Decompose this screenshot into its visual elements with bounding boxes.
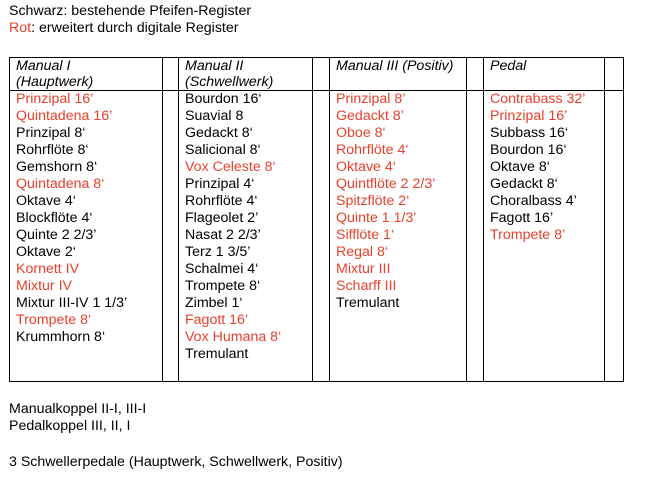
stop-item: Mixtur III [336,261,391,277]
stop-item: Terz 1 3/5’ [185,244,251,260]
stop-item: Gedackt 8’ [336,108,404,124]
stop-item: Krummhorn 8‘ [16,329,106,345]
stop-item: Trompete 8’ [490,227,566,243]
legend-red-word: Rot [9,20,32,36]
stop-item: Spitzflöte 2‘ [336,193,410,209]
coupler-pedal: Pedalkoppel III, II, I [9,418,131,434]
stop-item: Quintflöte 2 2/3’ [336,176,436,192]
stop-item: Quinte 2 2/3’ [16,227,97,243]
legend-red [9,20,251,37]
stop-item: Gedackt 8‘ [490,176,558,192]
stop-item: Rohrflöte 4‘ [185,193,258,209]
stop-item: Quinte 1 1/3’ [336,210,417,226]
header-manual-2 [179,58,313,91]
stop-item: Mixtur III-IV 1 1/3’ [16,295,128,311]
stop-item: Scharff III [336,278,397,294]
coupler-manual: Manualkoppel II-I, III-I [9,401,147,417]
stop-item: Kornett IV [16,261,80,277]
stop-item: Prinzipal 16’ [490,108,568,124]
header-subtitle: (Hauptwerk) [16,74,94,90]
stop-item: Gemshorn 8‘ [16,159,98,175]
stops-pedal [484,91,605,382]
spacer-cell [467,58,484,91]
spacer-cell [605,91,624,382]
stop-item: Prinzipal 8‘ [16,125,86,141]
stops-manual-3 [330,91,467,382]
stop-item: Rohrflöte 8‘ [16,142,89,158]
stop-item: Prinzipal 16’ [16,91,94,107]
stop-table [9,57,624,382]
stop-item: Tremulant [336,295,400,311]
stop-item: Schalmei 4‘ [185,261,259,277]
header-title: Manual I [16,58,71,74]
header-manual-1 [10,58,163,91]
stop-item: Sifflöte 1‘ [336,227,395,243]
spacer-cell [163,58,179,91]
stop-item: Fagott 16’ [185,312,249,328]
legend [9,3,251,37]
stop-item: Gedackt 8‘ [185,125,253,141]
stop-item: Oktave 8‘ [490,159,550,175]
stops-manual-2 [179,91,313,382]
stops-manual-1 [10,91,163,382]
stop-item: Bourdon 16‘ [185,91,262,107]
header-manual-3 [330,58,467,91]
stop-item: Prinzipal 4‘ [185,176,255,192]
spacer-cell [467,91,484,382]
legend-black: Schwarz: bestehende Pfeifen-Register [9,3,252,19]
stop-item: Oktave 2‘ [16,244,76,260]
stop-item: Salicional 8‘ [185,142,261,158]
stop-item: Mixtur IV [16,278,72,294]
stop-item: Choralbass 4’ [490,193,577,209]
spacer-cell [313,58,330,91]
stop-item: Oktave 4‘ [16,193,76,209]
stop-item: Rohrflöte 4‘ [336,142,409,158]
stop-item: Prinzipal 8’ [336,91,406,107]
header-subtitle: (Schwellwerk) [185,74,274,90]
stop-item: Zimbel 1‘ [185,295,243,311]
swell-pedals: 3 Schwellerpedale (Hauptwerk, Schwellwerk, Positiv) [9,454,343,470]
header-title: Manual III (Positiv) [336,58,454,74]
stop-item: Tremulant [185,346,249,362]
stop-item: Flageolet 2’ [185,210,259,226]
spacer-cell [163,91,179,382]
spacer-cell [605,58,624,91]
stop-item: Blockflöte 4‘ [16,210,93,226]
legend-red-rest: : erweitert durch digitale Register [31,20,239,36]
stop-item: Trompete 8‘ [16,312,92,328]
stop-item: Bourdon 16‘ [490,142,567,158]
stop-item: Subbass 16‘ [490,125,569,141]
spacer-cell [313,91,330,382]
stop-item: Quintadena 8‘ [16,176,105,192]
header-title: Pedal [490,58,527,74]
header-pedal [484,58,605,91]
stop-item: Vox Celeste 8‘ [185,159,276,175]
couplers [9,401,146,435]
stop-item: Vox Humana 8‘ [185,329,282,345]
stop-item: Trompete 8‘ [185,278,261,294]
header-title: Manual II [185,58,244,74]
stop-item: Suavial 8 [185,108,244,124]
stop-item: Nasat 2 2/3’ [185,227,261,243]
stop-item: Fagott 16’ [490,210,554,226]
stop-item: Oktave 4‘ [336,159,396,175]
stop-item: Contrabass 32’ [490,91,586,107]
stop-item: Oboe 8‘ [336,125,386,141]
stop-item: Quintadena 16’ [16,108,113,124]
stop-item: Regal 8‘ [336,244,389,260]
